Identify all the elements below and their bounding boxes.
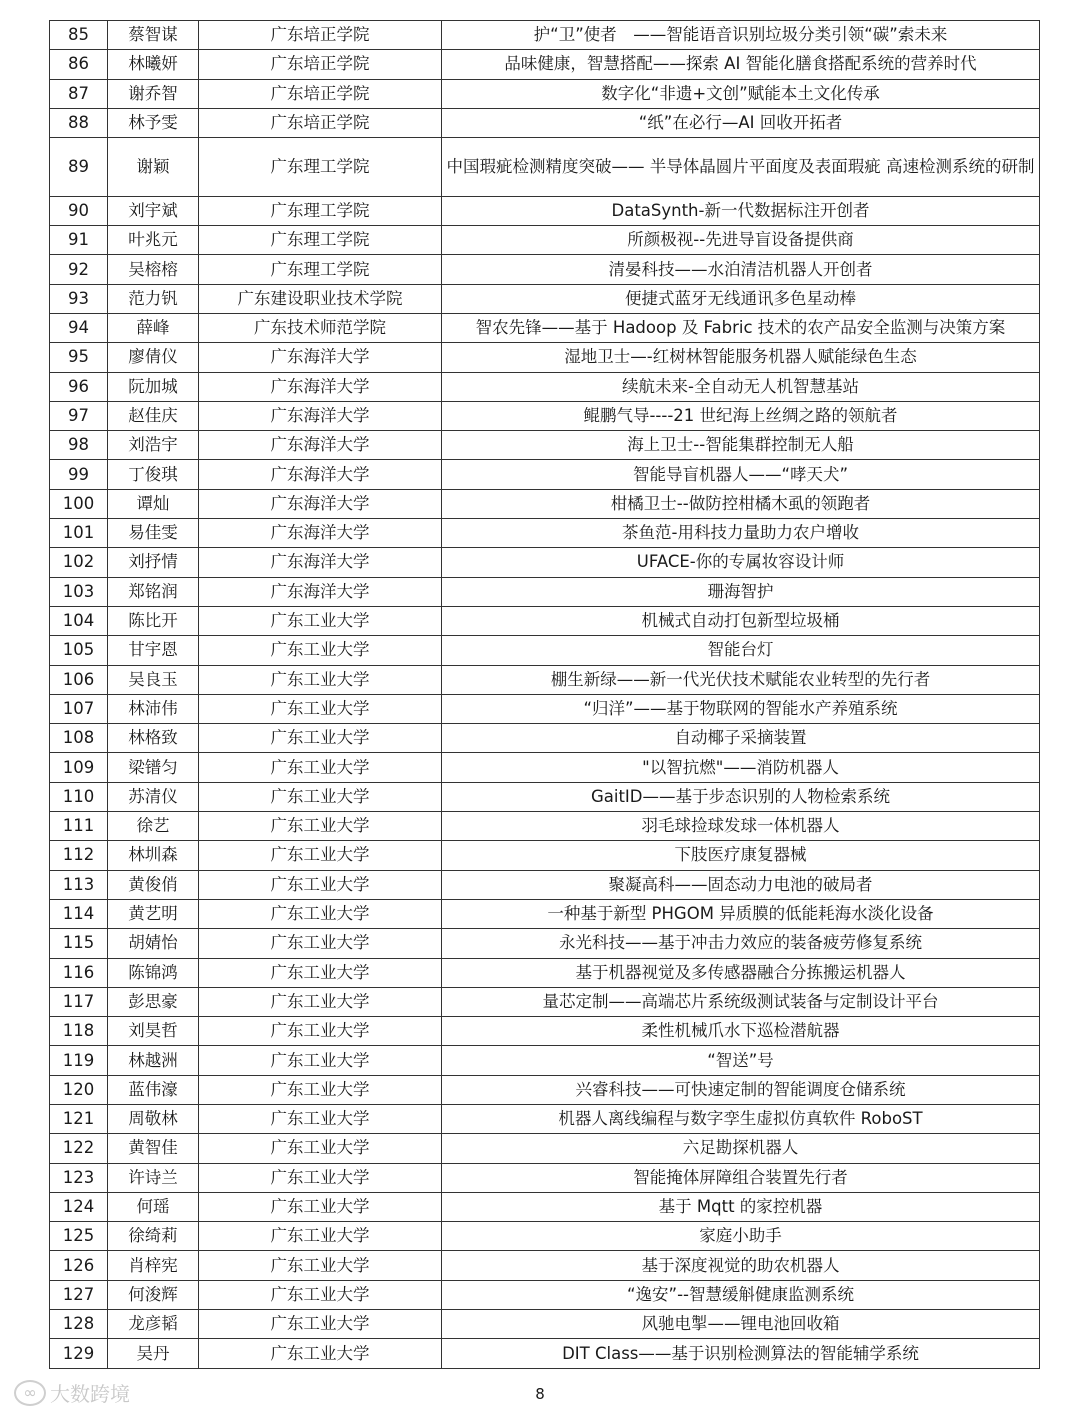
row-number: 85 [50,21,108,50]
school-name: 广东工业大学 [199,665,442,694]
participant-name: 林曦妍 [108,50,199,79]
row-number: 98 [50,431,108,460]
table-row [50,460,1040,489]
project-title: 清晏科技——水泊清洁机器人开创者 [442,255,1040,284]
participant-name: 赵佳庆 [108,401,199,430]
participant-name: 黄智佳 [108,1134,199,1163]
project-title: GaitID——基于步态识别的人物检索系统 [442,782,1040,811]
participant-name: 彭思豪 [108,987,199,1016]
school-name: 广东工业大学 [199,1134,442,1163]
school-name: 广东工业大学 [199,1251,442,1280]
table-row [50,958,1040,987]
row-number: 108 [50,724,108,753]
row-number: 93 [50,284,108,313]
project-title: UFACE-你的专属妆容设计师 [442,548,1040,577]
project-title: 六足勘探机器人 [442,1134,1040,1163]
page-number: 8 [535,1385,545,1403]
school-name: 广东培正学院 [199,21,442,50]
project-title: 柑橘卫士--做防控柑橘木虱的领跑者 [442,489,1040,518]
participant-name: 蓝伟濠 [108,1075,199,1104]
project-title: “智送”号 [442,1046,1040,1075]
school-name: 广东工业大学 [199,899,442,928]
school-name: 广东工业大学 [199,958,442,987]
row-number: 107 [50,694,108,723]
project-title: 永光科技——基于冲击力效应的装备疲劳修复系统 [442,929,1040,958]
row-number: 95 [50,343,108,372]
school-name: 广东工业大学 [199,782,442,811]
row-number: 103 [50,577,108,606]
project-title: DataSynth-新一代数据标注开创者 [442,196,1040,225]
participant-name: 吴丹 [108,1339,199,1368]
table-row [50,812,1040,841]
row-number: 121 [50,1104,108,1133]
project-title: 鲲鹏气导----21 世纪海上丝绸之路的领航者 [442,401,1040,430]
row-number: 99 [50,460,108,489]
table-row [50,1192,1040,1221]
project-title: “纸”在必行—AI 回收开拓者 [442,108,1040,137]
participant-name: 薛峰 [108,313,199,342]
school-name: 广东海洋大学 [199,460,442,489]
table-row [50,841,1040,870]
row-number: 94 [50,313,108,342]
row-number: 106 [50,665,108,694]
project-title: 家庭小助手 [442,1222,1040,1251]
school-name: 广东海洋大学 [199,548,442,577]
project-title: 中国瑕疵检测精度突破—— 半导体晶圆片平面度及表面瑕疵 高速检测系统的研制 [442,138,1040,197]
row-number: 87 [50,79,108,108]
participant-name: 阮加城 [108,372,199,401]
row-number: 90 [50,196,108,225]
participant-name: 叶兆元 [108,226,199,255]
project-title: 机器人离线编程与数字孪生虚拟仿真软件 RoboST [442,1104,1040,1133]
row-number: 116 [50,958,108,987]
school-name: 广东海洋大学 [199,577,442,606]
table-row [50,284,1040,313]
row-number: 118 [50,1017,108,1046]
school-name: 广东工业大学 [199,636,442,665]
table-row [50,431,1040,460]
participant-name: 徐绮莉 [108,1222,199,1251]
table-row [50,929,1040,958]
row-number: 112 [50,841,108,870]
project-title: 基于 Mqtt 的家控机器 [442,1192,1040,1221]
school-name: 广东海洋大学 [199,372,442,401]
project-title: 羽毛球捡球发球一体机器人 [442,812,1040,841]
table-row [50,899,1040,928]
school-name: 广东工业大学 [199,1339,442,1368]
school-name: 广东海洋大学 [199,343,442,372]
table-row [50,782,1040,811]
table-row [50,577,1040,606]
project-title: 聚凝高科——固态动力电池的破局者 [442,870,1040,899]
school-name: 广东工业大学 [199,1280,442,1309]
row-number: 92 [50,255,108,284]
participant-name: 谢颖 [108,138,199,197]
table-row [50,255,1040,284]
participant-name: 刘宇斌 [108,196,199,225]
participant-name: 刘抒情 [108,548,199,577]
participant-name: 丁俊琪 [108,460,199,489]
school-name: 广东工业大学 [199,1310,442,1339]
project-title: 珊海智护 [442,577,1040,606]
table-row [50,1251,1040,1280]
project-title: 量芯定制——高端芯片系统级测试装备与定制设计平台 [442,987,1040,1016]
row-number: 120 [50,1075,108,1104]
school-name: 广东工业大学 [199,694,442,723]
table-row [50,1222,1040,1251]
row-number: 97 [50,401,108,430]
row-number: 101 [50,519,108,548]
project-title: 基于机器视觉及多传感器融合分拣搬运机器人 [442,958,1040,987]
table-row [50,79,1040,108]
project-title: 棚生新绿——新一代光伏技术赋能农业转型的先行者 [442,665,1040,694]
participant-name: 林越洲 [108,1046,199,1075]
project-title: 基于深度视觉的助农机器人 [442,1251,1040,1280]
project-title: 便捷式蓝牙无线通讯多色星动棒 [442,284,1040,313]
table-row [50,50,1040,79]
project-title: “逸安”--智慧缓斛健康监测系统 [442,1280,1040,1309]
row-number: 125 [50,1222,108,1251]
school-name: 广东培正学院 [199,108,442,137]
participant-name: 郑铭润 [108,577,199,606]
row-number: 123 [50,1163,108,1192]
table-row [50,1280,1040,1309]
participant-name: 谭灿 [108,489,199,518]
school-name: 广东技术师范学院 [199,313,442,342]
participant-name: 徐艺 [108,812,199,841]
school-name: 广东海洋大学 [199,431,442,460]
row-number: 111 [50,812,108,841]
table-row [50,1134,1040,1163]
project-title: 兴睿科技——可快速定制的智能调度仓储系统 [442,1075,1040,1104]
project-title: 护“卫”使者 ——智能语音识别垃圾分类引领“碳”索未来 [442,21,1040,50]
participant-name: 蔡智谋 [108,21,199,50]
participant-name: 陈锦鸿 [108,958,199,987]
project-title: 风驰电掣——锂电池回收箱 [442,1310,1040,1339]
table-row [50,1339,1040,1368]
school-name: 广东工业大学 [199,1163,442,1192]
school-name: 广东理工学院 [199,255,442,284]
table-row [50,694,1040,723]
project-title: 智能导盲机器人——“哮天犬” [442,460,1040,489]
project-title: 一种基于新型 PHGOM 异质膜的低能耗海水淡化设备 [442,899,1040,928]
row-number: 127 [50,1280,108,1309]
table-row [50,1310,1040,1339]
table-row [50,1104,1040,1133]
results-table [49,20,1039,1369]
row-number: 89 [50,138,108,197]
table-row [50,665,1040,694]
project-title: 智能掩体屏障组合装置先行者 [442,1163,1040,1192]
table-row [50,489,1040,518]
project-title: 柔性机械爪水下巡检潜航器 [442,1017,1040,1046]
table-row [50,343,1040,372]
participant-name: 黄艺明 [108,899,199,928]
participant-name: 梁镨匀 [108,753,199,782]
school-name: 广东海洋大学 [199,401,442,430]
row-number: 113 [50,870,108,899]
project-title: “归洋”——基于物联网的智能水产养殖系统 [442,694,1040,723]
participant-name: 刘昊哲 [108,1017,199,1046]
row-number: 114 [50,899,108,928]
project-title: 下肢医疗康复器械 [442,841,1040,870]
row-number: 110 [50,782,108,811]
school-name: 广东工业大学 [199,987,442,1016]
row-number: 124 [50,1192,108,1221]
watermark-text: 大数跨境 [50,1382,130,1406]
participant-name: 刘浩宇 [108,431,199,460]
school-name: 广东工业大学 [199,1017,442,1046]
table-row [50,548,1040,577]
participant-name: 苏清仪 [108,782,199,811]
school-name: 广东工业大学 [199,1192,442,1221]
row-number: 96 [50,372,108,401]
project-title: DIT Class——基于识别检测算法的智能辅学系统 [442,1339,1040,1368]
participant-name: 林格致 [108,724,199,753]
row-number: 129 [50,1339,108,1368]
school-name: 广东工业大学 [199,929,442,958]
participant-name: 肖梓宪 [108,1251,199,1280]
table-row [50,987,1040,1016]
participant-name: 龙彦韬 [108,1310,199,1339]
row-number: 104 [50,606,108,635]
project-title: 机械式自动打包新型垃圾桶 [442,606,1040,635]
school-name: 广东培正学院 [199,50,442,79]
watermark-logo-icon: ∞ [14,1380,46,1406]
school-name: 广东工业大学 [199,812,442,841]
project-title: 自动椰子采摘装置 [442,724,1040,753]
project-title: 湿地卫士—-红树林智能服务机器人赋能绿色生态 [442,343,1040,372]
table-row [50,313,1040,342]
table-row [50,1046,1040,1075]
participant-name: 林圳森 [108,841,199,870]
table-row [50,21,1040,50]
participant-name: 陈比开 [108,606,199,635]
project-title: "以智抗燃"——消防机器人 [442,753,1040,782]
project-title: 数字化“非遗+文创”赋能本土文化传承 [442,79,1040,108]
row-number: 115 [50,929,108,958]
school-name: 广东工业大学 [199,1075,442,1104]
table-row [50,226,1040,255]
project-title: 茶鱼范-用科技力量助力农户增收 [442,519,1040,548]
project-title: 智农先锋——基于 Hadoop 及 Fabric 技术的农产品安全监测与决策方案 [442,313,1040,342]
table-row [50,372,1040,401]
row-number: 119 [50,1046,108,1075]
school-name: 广东工业大学 [199,870,442,899]
table-row [50,636,1040,665]
row-number: 128 [50,1310,108,1339]
participant-name: 林予雯 [108,108,199,137]
row-number: 100 [50,489,108,518]
table-row [50,753,1040,782]
row-number: 117 [50,987,108,1016]
project-title: 智能台灯 [442,636,1040,665]
school-name: 广东工业大学 [199,1046,442,1075]
participant-name: 吴榕榕 [108,255,199,284]
school-name: 广东工业大学 [199,606,442,635]
participant-name: 廖倩仪 [108,343,199,372]
school-name: 广东工业大学 [199,1104,442,1133]
school-name: 广东工业大学 [199,1222,442,1251]
table-body [50,21,1040,1369]
school-name: 广东海洋大学 [199,489,442,518]
row-number: 91 [50,226,108,255]
table-row [50,401,1040,430]
table-row [50,606,1040,635]
table-row [50,108,1040,137]
participant-name: 林沛伟 [108,694,199,723]
participant-name: 易佳雯 [108,519,199,548]
table-row [50,196,1040,225]
row-number: 102 [50,548,108,577]
project-title: 所颜极视--先进导盲设备提供商 [442,226,1040,255]
participant-name: 谢乔智 [108,79,199,108]
participant-name: 吴良玉 [108,665,199,694]
school-name: 广东工业大学 [199,841,442,870]
participant-name: 胡婧怡 [108,929,199,958]
table-row [50,519,1040,548]
participant-name: 黄俊俏 [108,870,199,899]
row-number: 122 [50,1134,108,1163]
table-row [50,138,1040,197]
table-row [50,1017,1040,1046]
school-name: 广东建设职业技术学院 [199,284,442,313]
participant-name: 周敬林 [108,1104,199,1133]
participant-name: 范力钒 [108,284,199,313]
school-name: 广东理工学院 [199,226,442,255]
school-name: 广东培正学院 [199,79,442,108]
row-number: 126 [50,1251,108,1280]
project-title: 续航未来-全自动无人机智慧基站 [442,372,1040,401]
row-number: 105 [50,636,108,665]
participant-name: 甘宇恩 [108,636,199,665]
row-number: 88 [50,108,108,137]
participant-name: 何浚辉 [108,1280,199,1309]
row-number: 109 [50,753,108,782]
project-title: 海上卫士--智能集群控制无人船 [442,431,1040,460]
table-row [50,1163,1040,1192]
table-row [50,870,1040,899]
school-name: 广东理工学院 [199,196,442,225]
participant-name: 许诗兰 [108,1163,199,1192]
table-row [50,724,1040,753]
school-name: 广东海洋大学 [199,519,442,548]
row-number: 86 [50,50,108,79]
table-row [50,1075,1040,1104]
school-name: 广东工业大学 [199,724,442,753]
project-title: 品味健康，智慧搭配——探索 AI 智能化膳食搭配系统的营养时代 [442,50,1040,79]
school-name: 广东理工学院 [199,138,442,197]
participant-name: 何瑶 [108,1192,199,1221]
school-name: 广东工业大学 [199,753,442,782]
